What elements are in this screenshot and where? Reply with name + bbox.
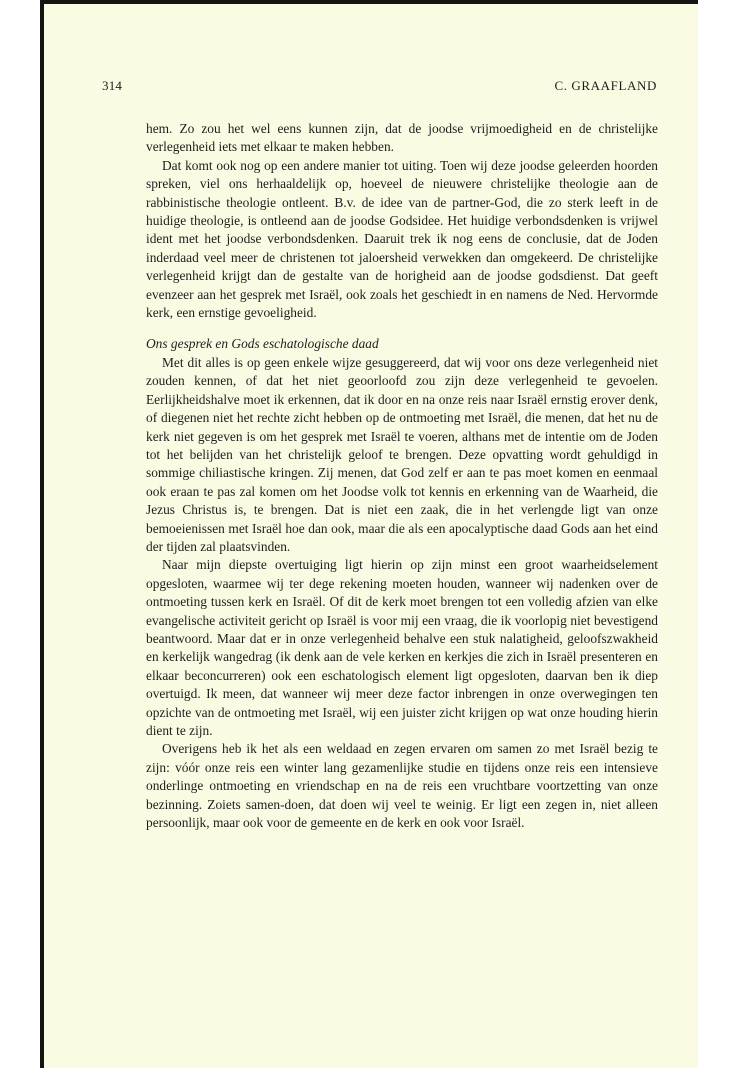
body-text	[146, 120, 658, 832]
paragraph: Overigens heb ik het als een weldaad en zegen ervaren om samen zo met Israël bezig te zijn: vóór onze reis een winter lang gezamenlijke studie en tijdens onze reis een intensieve onderlinge ontmoeting en vriendschap en na de reis een vruchtbare voortzetting van onze bezinning. Zoiets samen-doen, dat doen wij veel te weinig. Er ligt een zegen in, niet alleen persoonlijk, maar ook voor de gemeente en de kerk en ook voor Israël.	[146, 741, 658, 831]
paragraph: hem. Zo zou het wel eens kunnen zijn, dat de joodse vrijmoedigheid en de christelijke verlegenheid iets met elkaar te maken hebben.	[146, 121, 658, 155]
paragraph: Met dit alles is op geen enkele wijze gesuggereerd, dat wij voor ons deze verlegenheid niet zouden kennen, of dat het niet geoorloofd zou zijn deze verlegenheid te gevoelen. Eerlijkheidshalve moet ik erkennen, dat ik door en na onze reis naar Israël ernstig erover denk, of diegenen niet het rechte zicht hebben op de ontmoeting met Israël, die menen, dat het nu de kerk niet gegeven is om het gesprek met Israël te voeren, althans met de intentie om de Joden tot het belijden van het christelijk geloof te brengen. Deze opvatting wordt gehuldigd in sommige chiliastische kringen. Zij menen, dat God zelf er aan te pas moet komen en eenmaal ook eraan te pas zal komen om het Joodse volk tot kennis en erkenning van de Waarheid, die Jezus Christus is, te brengen. Dat is niet een zaak, die in het verlengde ligt van onze bemoeienissen met Israël hoe dan ook, maar die als een apocalyptische daad Gods aan het eind der tijden zal plaatsvinden.	[146, 354, 658, 554]
paragraph: Dat komt ook nog op een andere manier tot uiting. Toen wij deze joodse geleerden hoorden spreken, viel ons herhaaldelijk op, hoeveel de nieuwere christelijke theologie aan de rabbinistische theologie ontleent. B.v. de idee van de partner-God, die zo sterk leeft in de huidige theologie, is ontleend aan de joodse Godsidee. Het huidige verbondsdenken is vrijwel ident met het joodse verbondsdenken. Daaruit trek ik nog eens de conclusie, dat de Joden inderdaad veel meer de christenen tot jaloersheid verwekken dan omgekeerd. De christelijke verlegenheid krijgt dan de gestalte van de horigheid aan de joodse godsdienst. Dat geeft evenzeer aan het gesprek met Israël, ook zoals het geschiedt in en namens de Ned. Hervormde kerk, een ernstige gevoeligheid.	[146, 157, 658, 321]
section-heading: Ons gesprek en Gods eschatologische daad	[146, 336, 379, 352]
running-header	[102, 78, 657, 98]
paragraph: Naar mijn diepste overtuiging ligt hierin op zijn minst een groot waarheidselement opgesloten, waarmee wij ter dege rekening moeten houden, wanneer wij nadenken over de ontmoeting tussen kerk en Israël. Of dit de kerk moet brengen tot een volledig afzien van elke evangelische activiteit gericht op Israël is voor mij een vraag, die ik voorlopig niet bevestigend beantwoord. Maar dat er in onze verlegenheid behalve een stuk nalatigheid, geloofszwakheid en kerkelijk wangedrag (ik denk aan de vele kerken en kerkjes die zich in Israël presenteren en elkaar beconcurreren) ook een eschatologisch element ligt opgesloten, daarvan ben ik diep overtuigd. Ik meen, dat wanneer wij meer deze factor inbrengen in onze overwegingen ten opzichte van de ontmoeting met Israël, wij een juister zicht krijgen op wat onze houding hierin dient te zijn.	[146, 557, 658, 738]
page-number: 314	[102, 78, 123, 93]
running-head-author: C. GRAAFLAND	[554, 78, 657, 93]
